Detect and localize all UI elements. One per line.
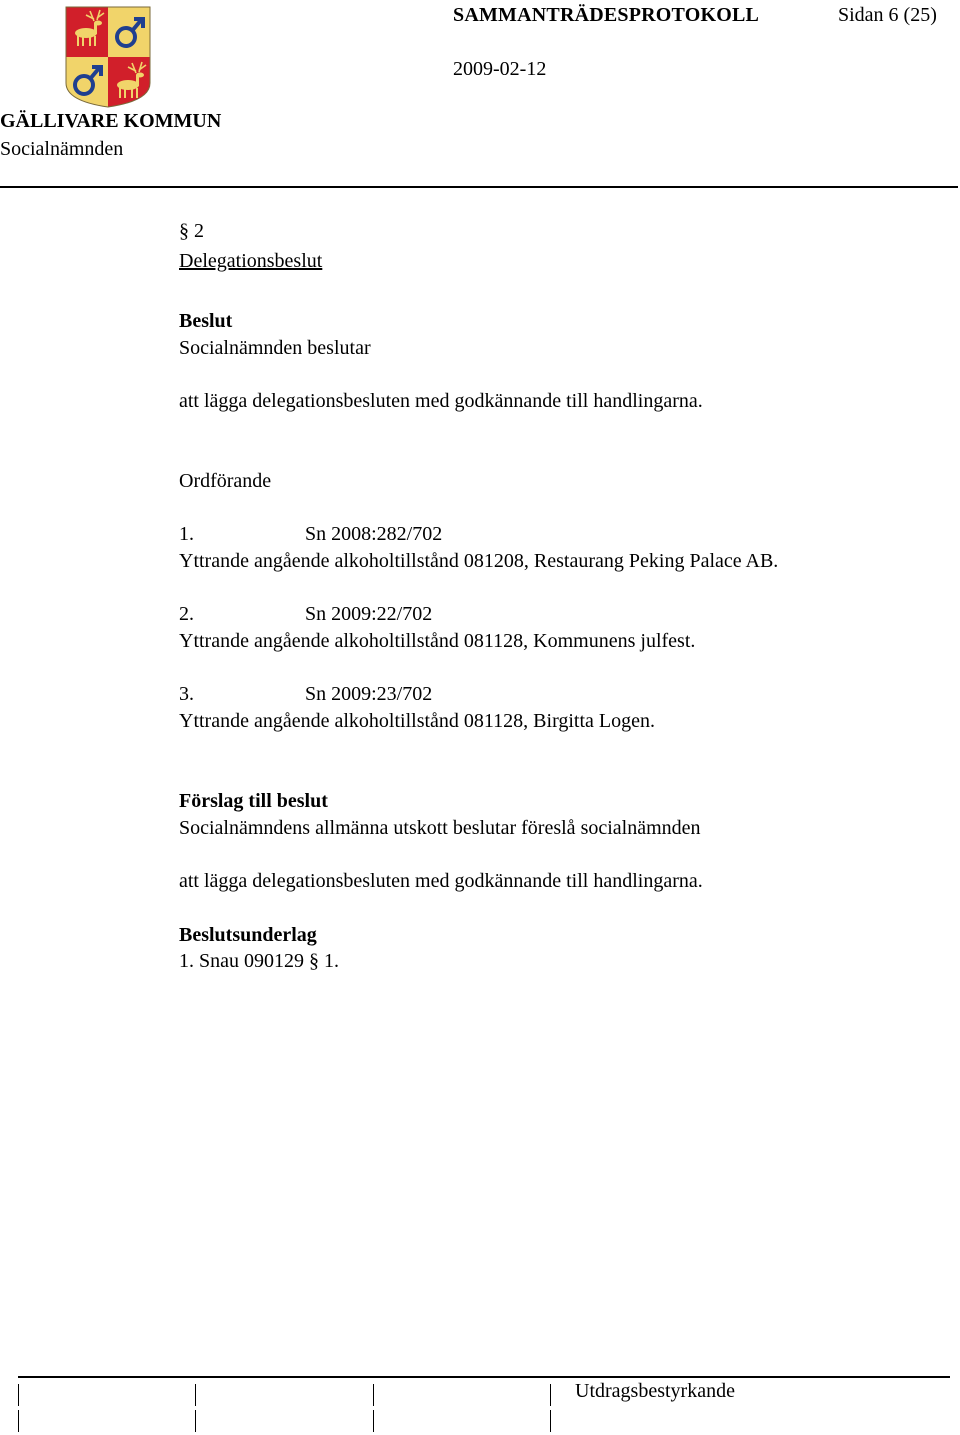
header-divider [0, 186, 958, 188]
list-item-number: 1. [179, 523, 194, 545]
certification-label: Utdragsbestyrkande [575, 1380, 735, 1402]
list-item-description: Yttrande angående alkoholtillstånd 081128, Birgitta Logen. [179, 710, 656, 732]
list-item-number: 2. [179, 603, 194, 625]
list-item-reference: Sn 2009:23/702 [305, 683, 433, 705]
paragraph-number [179, 218, 204, 244]
meeting-date: 2009-02-12 [453, 58, 547, 80]
signature-box-divider [18, 1410, 19, 1432]
signature-box-divider [550, 1410, 551, 1432]
proposal-heading: Förslag till beslut [179, 790, 328, 812]
basis-heading: Beslutsunderlag [179, 924, 317, 946]
case-title: Delegationsbeslut [179, 250, 323, 272]
decision-text: Socialnämnden beslutar [179, 337, 371, 359]
signature-box-divider [373, 1384, 374, 1406]
signature-box-divider [550, 1384, 551, 1406]
decision-heading: Beslut [179, 310, 233, 332]
paragraph-number-value: 2 [194, 220, 204, 242]
signature-box-divider [373, 1410, 374, 1432]
page-number: Sidan 6 (25) [838, 4, 937, 26]
basis-item-suffix: 1. [319, 950, 339, 972]
signature-box-divider [195, 1410, 196, 1432]
list-item-reference: Sn 2009:22/702 [305, 603, 433, 625]
signature-box-divider [195, 1384, 196, 1406]
footer-divider [18, 1376, 950, 1378]
basis-item-prefix: 1. Snau 090129 [179, 950, 309, 972]
department-name: Socialnämnden [0, 138, 124, 160]
municipal-coat-of-arms-icon [64, 5, 152, 109]
paragraph-sign: § [179, 220, 189, 242]
proposal-text: Socialnämndens allmänna utskott beslutar föreslå socialnämnden [179, 817, 701, 839]
list-item-description: Yttrande angående alkoholtillstånd 081208, Restaurang Peking Palace AB. [179, 550, 779, 572]
decision-clause: att lägga delegationsbesluten med godkännande till handlingarna. [179, 390, 703, 412]
list-item-reference: Sn 2008:282/702 [305, 523, 443, 545]
signature-box-divider [18, 1384, 19, 1406]
list-item-number: 3. [179, 683, 194, 705]
document-title: SAMMANTRÄDESPROTOKOLL [453, 4, 760, 26]
paragraph-sign: § [309, 950, 319, 972]
list-item-description: Yttrande angående alkoholtillstånd 081128, Kommunens julfest. [179, 630, 696, 652]
basis-item [179, 948, 339, 974]
chairman-label: Ordförande [179, 470, 272, 492]
organization-name: GÄLLIVARE KOMMUN [0, 110, 222, 132]
proposal-clause: att lägga delegationsbesluten med godkännande till handlingarna. [179, 870, 703, 892]
